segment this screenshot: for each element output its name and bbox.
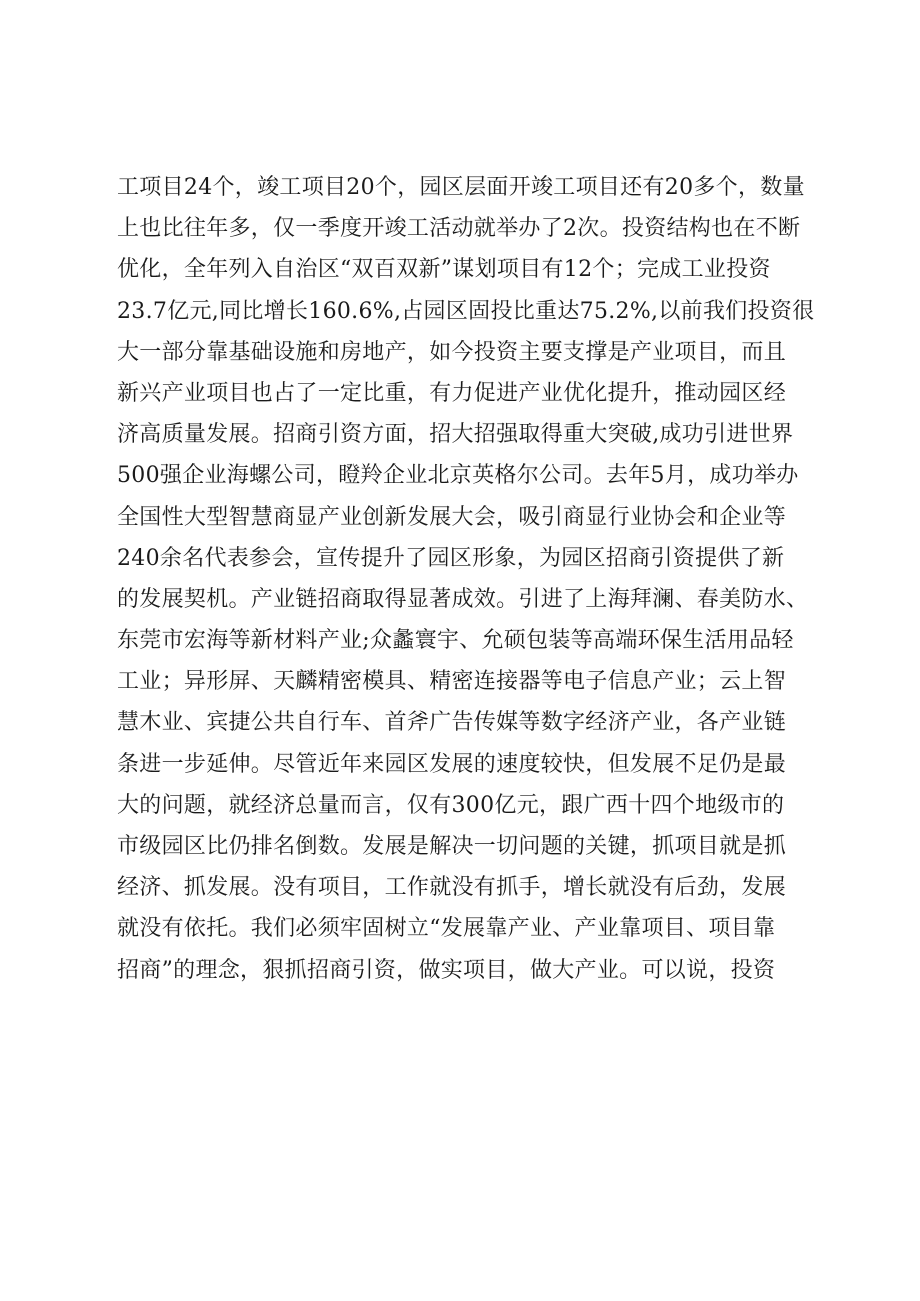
text-line: 条进一步延伸。尽管近年来园区发展的速度较快，但发展不足仍是最 [117,751,787,777]
text-line: 优化，全年列入自治区“双百双新”谋划项目有12个；完成工业投资 [117,257,771,283]
text-line: 上也比往年多，仅一季度开竣工活动就举办了2次。投资结构也在不断 [117,216,801,242]
text-line: 240余名代表参会，宣传提升了园区形象，为园区招商引资提供了新 [117,545,785,571]
body-text [117,167,817,991]
text-line: 新兴产业项目也占了一定比重，有力促进产业优化提升，推动园区经 [117,380,787,406]
text-line: 500强企业海螺公司，瞪羚企业北京英格尔公司。去年5月，成功举办 [117,463,799,489]
text-line: 就没有依托。我们必须牢固树立“发展靠产业、产业靠项目、项目靠 [117,916,776,942]
text-line: 的发展契机。产业链招商取得显著成效。引进了上海拜澜、春美防水、 [117,586,809,612]
text-line: 招商”的理念，狠抓招商引资，做实项目，做大产业。可以说，投资 [117,957,776,983]
text-line: 工项目24个，竣工项目20个，园区层面开竣工项目还有20多个，数量 [117,175,805,200]
text-line: 东莞市宏海等新材料产业;众蠡寰宇、允硕包装等高端环保生活用品轻 [117,628,794,654]
text-line: 济高质量发展。招商引资方面，招大招强取得重大突破,成功引进世界 [117,422,794,448]
text-line: 大一部分靠基础设施和房地产，如今投资主要支撑是产业项目，而且 [117,339,787,365]
text-line: 23.7亿元,同比增长160.6%,占园区固投比重达75.2%,以前我们投资很 [117,298,815,324]
text-line: 经济、抓发展。没有项目，工作就没有抓手，增长就没有后劲，发展 [117,875,787,901]
text-line: 工业；异形屏、天麟精密模具、精密连接器等电子信息产业；云上智 [117,669,787,695]
text-line: 大的问题，就经济总量而言，仅有300亿元，跟广西十四个地级市的 [117,792,785,818]
text-line: 慧木业、宾捷公共自行车、首斧广告传媒等数字经济产业，各产业链 [117,710,787,736]
text-line: 全国性大型智慧商显产业创新发展大会，吸引商显行业协会和企业等 [117,504,787,530]
text-line: 市级园区比仍排名倒数。发展是解决一切问题的关键，抓项目就是抓 [117,834,787,859]
